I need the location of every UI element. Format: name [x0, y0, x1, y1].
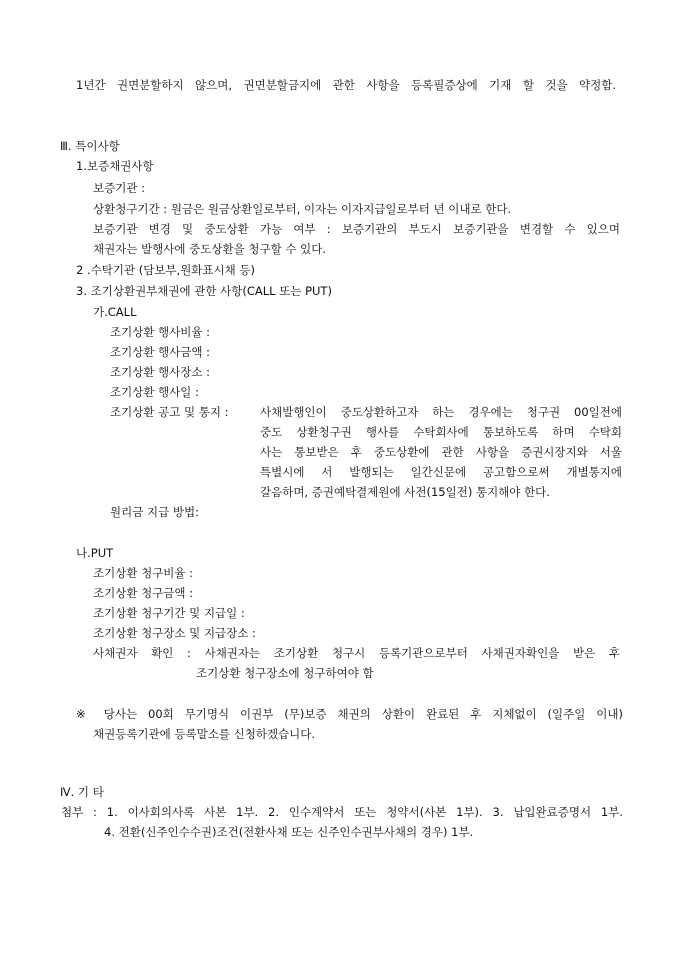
guarantor-change-line1: 보증기관 변경 및 중도상환 가능 여부 : 보증기관의 부도시 보증기관을 변경할 수 있으며: [93, 222, 620, 236]
bondholder-confirm-line2: 조기상환 청구장소에 청구하여야 함: [196, 666, 374, 680]
section-4-heading: Ⅳ. 기 타: [60, 785, 104, 799]
guarantor-change-line2: 채권자는 발행사에 중도상환을 청구할 수 있다.: [93, 242, 327, 256]
claim-period-text: 상환청구기간 : 원금은 원금상환일로부터, 이자는 이자지급일로부터 년 이내로 한다.: [93, 202, 512, 216]
call-ratio-label: 조기상환 행사비율 :: [110, 325, 211, 339]
guarantor-label: 보증기관 :: [93, 181, 145, 195]
call-notice-line: 중도 상환청구권 행사를 수탁회사에 통보하도록 하며 수탁회: [260, 425, 622, 439]
put-ratio-label: 조기상환 청구비율 :: [93, 566, 194, 580]
put-title: 나.PUT: [76, 546, 114, 560]
bondholder-confirm-line1: 사채권자 확인 : 사채권자는 조기상환 청구시 등록기관으로부터 사채권자확인을 받은 후: [93, 646, 620, 660]
call-amount-label: 조기상환 행사금액 :: [110, 345, 211, 359]
call-notice-line: 특별시에 서 발행되는 일간신문에 공고함으로써 개별통지에: [260, 465, 622, 479]
attachments-line1: 첨부 : 1. 이사회의사록 사본 1부. 2. 인수계약서 또는 청약서(사본 1부). 3. 납입완료증명서 1부.: [61, 805, 623, 819]
put-amount-label: 조기상환 청구금액 :: [93, 586, 194, 600]
call-place-label: 조기상환 행사장소 :: [110, 365, 211, 379]
intro-text: 1년간 권면분할하지 않으며, 권면분할금지에 관한 사항을 등록필증상에 기재 할 것을 약정함.: [76, 78, 616, 92]
call-date-label: 조기상환 행사일 :: [110, 385, 199, 399]
early-redemption-title: 3. 조기상환권부채권에 관한 사항(CALL 또는 PUT): [76, 284, 332, 298]
call-notice-line: 갈음하며, 증권예탁결제원에 사전(15일전) 통지해야 한다.: [260, 485, 550, 499]
put-place-label: 조기상환 청구장소 및 지급장소 :: [93, 626, 256, 640]
attachments-line2: 4. 전환(신주인수수권)조건(전환사채 또는 신주인수권부사채의 경우) 1부.: [104, 825, 474, 839]
call-notice-line: 사는 통보받은 후 중도상환에 관한 사항을 증권시장지와 서울: [260, 445, 622, 459]
call-notice-line: 사채발행인이 중도상환하고자 하는 경우에는 청구권 00일전에: [260, 405, 622, 419]
payment-method-label: 원리금 지급 방법:: [110, 505, 199, 519]
put-period-label: 조기상환 청구기간 및 지급일 :: [93, 606, 245, 620]
call-notice-label: 조기상환 공고 및 통지 :: [110, 405, 229, 419]
guarantee-bond-title: 1.보증채권사항: [76, 159, 154, 173]
call-title: 가.CALL: [93, 305, 137, 319]
deregistration-note-line1: ※ 당사는 00회 무기명식 이권부 (무)보증 채권의 상환이 완료된 후 지체없이 (일주일 이내): [76, 707, 623, 721]
section-3-heading: Ⅲ. 특이사항: [60, 139, 120, 153]
deregistration-note-line2: 채권등록기관에 등록말소를 신청하겠습니다.: [93, 727, 316, 741]
trustee-title: 2 .수탁기관 (담보부,원화표시채 등): [76, 263, 255, 277]
